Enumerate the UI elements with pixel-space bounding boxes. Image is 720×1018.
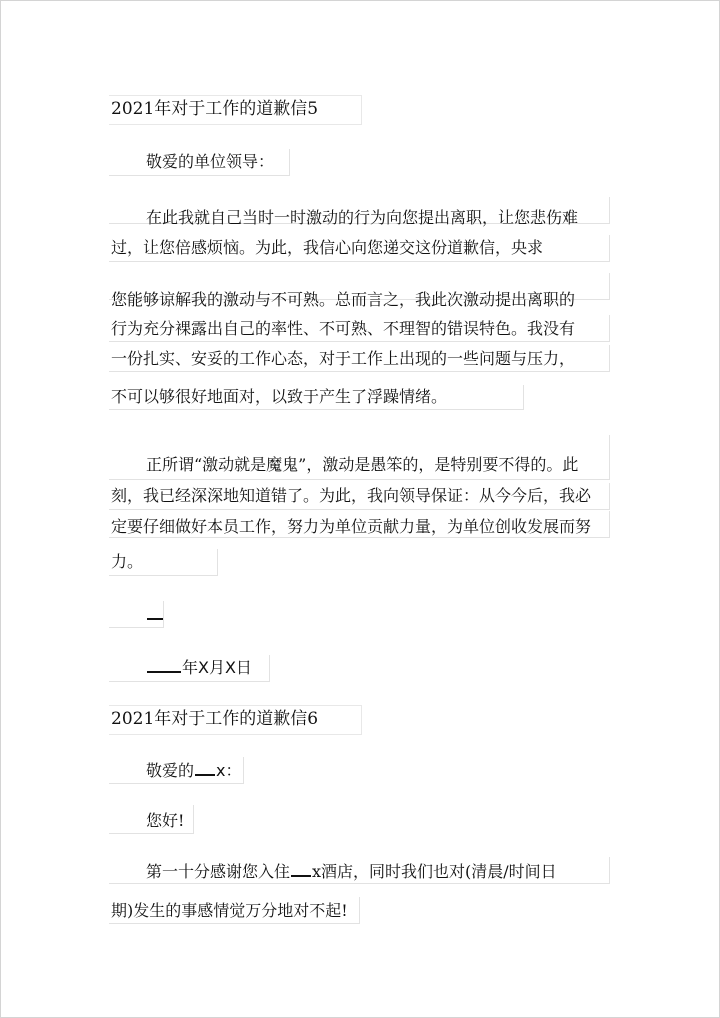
letter5-p3-line1: 正所谓“激动就是魔鬼”，激动是愚笨的，是特别要不得的。此 — [146, 455, 579, 474]
letter6-greeting-suffix: x： — [216, 761, 242, 780]
letter5-p1-line1: 在此我就自己当时一时激动的行为向您提出离职，让您悲伤难 — [146, 208, 579, 227]
signature-line — [147, 617, 163, 620]
hotel-blank — [291, 874, 311, 877]
letter5-greeting: 敬爱的单位领导： — [146, 152, 275, 171]
letter5-p3-line4: 力。 — [111, 552, 144, 571]
letter5-p2-line1: 您能够谅解我的激动与不可熟。总而言之，我此次激动提出离职的 — [111, 290, 576, 309]
letter6-title: 2021年对于工作的道歉信6 — [111, 709, 319, 729]
name-blank — [195, 773, 215, 776]
letter6-p1-part-b: x酒店，同时我们也对(清晨/时间日 — [312, 862, 557, 881]
letter5-p1-line2: 过，让您倍感烦恼。为此，我信心向您递交这份道歉信，央求 — [111, 238, 544, 257]
letter6-hello: 您好! — [146, 811, 185, 830]
letter5-p3-line3: 定要仔细做好本员工作，努力为单位贡献力量，为单位创收发展而努 — [111, 517, 592, 536]
letter6-p1-line2: 期)发生的事感情觉万分地对不起! — [111, 901, 348, 920]
letter5-p2-line4: 不可以够很好地面对，以致于产生了浮躁情绪。 — [111, 387, 448, 406]
letter5-p2-line3: 一份扎实、安妥的工作心态，对于工作上出现的一些问题与压力， — [111, 349, 576, 368]
letter5-signature-blank — [146, 603, 164, 627]
letter6-greeting — [146, 759, 242, 783]
letter5-title: 2021年对于工作的道歉信5 — [111, 99, 319, 119]
year-blank — [147, 670, 181, 673]
letter5-p2-line2: 行为充分裸露出自己的率性、不可熟、不理智的错误特色。我没有 — [111, 319, 576, 338]
letter6-p1-part-a: 第一十分感谢您入住 — [146, 862, 291, 881]
letter6-greeting-prefix: 敬爱的 — [146, 761, 195, 780]
letter5-date-text: 年X月X日 — [182, 658, 252, 677]
letter5-date — [146, 656, 252, 680]
letter5-p3-line2: 刻，我已经深深地知道错了。为此，我向领导保证：从今今后，我必 — [111, 486, 592, 505]
letter6-p1-line1 — [146, 860, 557, 884]
